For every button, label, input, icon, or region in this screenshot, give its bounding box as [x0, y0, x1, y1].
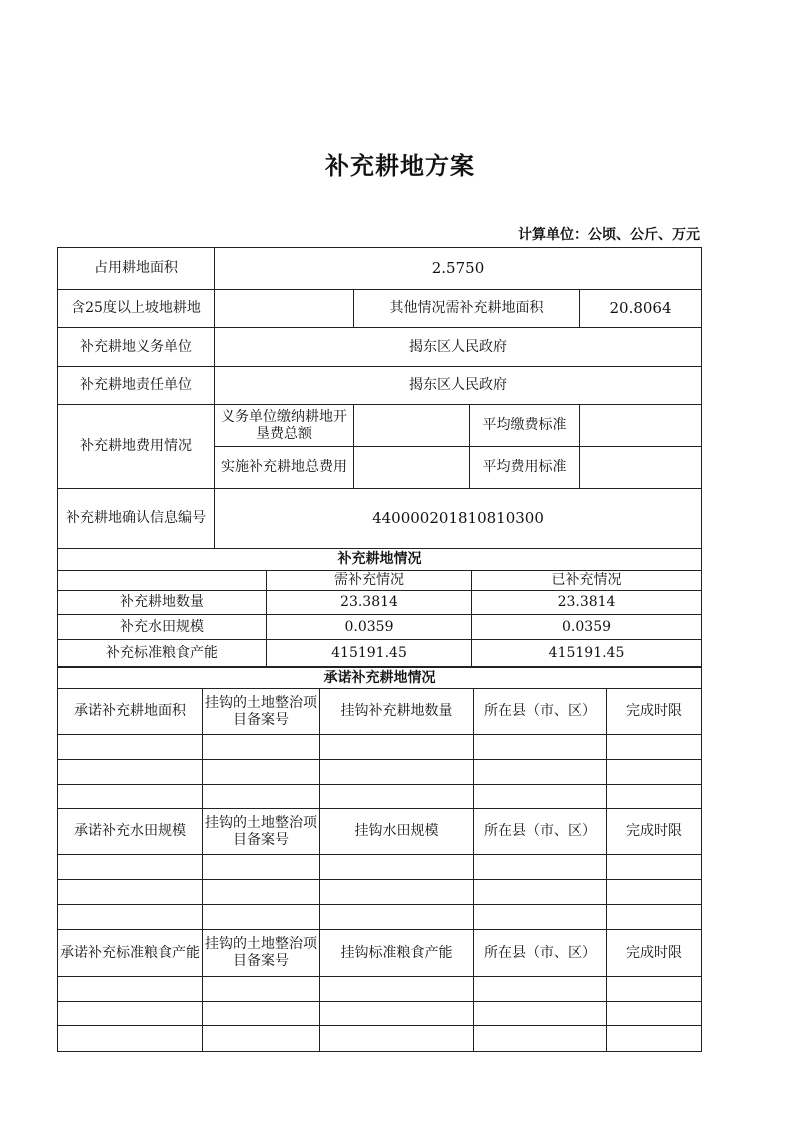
- linked-paddy-header: 挂钩水田规模: [320, 809, 474, 855]
- county-header: 所在县（市、区）: [474, 809, 607, 855]
- needed-value: 0.0359: [267, 615, 472, 640]
- project-number-header: 挂钩的土地整治项目备案号: [203, 809, 320, 855]
- done-value: 0.0359: [472, 615, 702, 640]
- slope-land-value: [215, 290, 354, 328]
- linked-amount-header: 挂钩补充耕地数量: [320, 689, 474, 735]
- supplement-heading: 补充耕地情况: [58, 549, 702, 571]
- impl-cost-value: [354, 447, 470, 489]
- table-row: [58, 855, 702, 880]
- commitment-heading: 承诺补充耕地情况: [58, 668, 702, 689]
- project-number-header: 挂钩的土地整治项目备案号: [203, 689, 320, 735]
- paid-total-label: 义务单位缴纳耕地开垦费总额: [215, 405, 354, 447]
- other-area-label: 其他情况需补充耕地面积: [354, 290, 580, 328]
- avg-paid-value: [580, 405, 702, 447]
- table-row: [58, 1002, 702, 1026]
- obligation-unit-label: 补充耕地义务单位: [58, 328, 215, 367]
- table-row: [58, 760, 702, 785]
- occupied-area-label: 占用耕地面积: [58, 248, 215, 290]
- col-needed: 需补充情况: [267, 571, 472, 591]
- linked-grain-header: 挂钩标准粮食产能: [320, 930, 474, 977]
- commitment-header-row: [58, 930, 702, 977]
- supplement-header-blank: [58, 571, 267, 591]
- table-row: [58, 640, 702, 667]
- commitment-header-row: [58, 689, 702, 735]
- commit-grain-header: 承诺补充标准粮食产能: [58, 930, 203, 977]
- cost-label: 补充耕地费用情况: [58, 405, 215, 489]
- avg-cost-label: 平均费用标准: [470, 447, 580, 489]
- table-row: [58, 1026, 702, 1052]
- county-header: 所在县（市、区）: [474, 689, 607, 735]
- occupied-area-value: 2.5750: [215, 248, 702, 290]
- table-row: [58, 977, 702, 1002]
- avg-cost-value: [580, 447, 702, 489]
- other-area-value: 20.8064: [580, 290, 702, 328]
- commitment-table: [57, 667, 702, 1052]
- needed-value: 415191.45: [267, 640, 472, 667]
- confirm-number-label: 补充耕地确认信息编号: [58, 489, 215, 549]
- avg-paid-label: 平均缴费标准: [470, 405, 580, 447]
- table-row: [58, 615, 702, 640]
- deadline-header: 完成时限: [607, 930, 702, 977]
- responsible-unit-label: 补充耕地责任单位: [58, 367, 215, 405]
- commitment-header-row: [58, 809, 702, 855]
- basic-info-table: [57, 247, 702, 549]
- commit-paddy-header: 承诺补充水田规模: [58, 809, 203, 855]
- table-row: [58, 905, 702, 930]
- row-label: 补充标准粮食产能: [58, 640, 267, 667]
- confirm-number-value: 440000201810810300: [215, 489, 702, 549]
- supplement-table: [57, 548, 702, 667]
- done-value: 415191.45: [472, 640, 702, 667]
- row-label: 补充水田规模: [58, 615, 267, 640]
- table-row: [58, 880, 702, 905]
- commit-area-header: 承诺补充耕地面积: [58, 689, 203, 735]
- unit-note: 计算单位：公顷、公斤、万元: [518, 227, 700, 243]
- row-label: 补充耕地数量: [58, 591, 267, 615]
- col-done: 已补充情况: [472, 571, 702, 591]
- table-row: [58, 785, 702, 809]
- table-row: [58, 591, 702, 615]
- needed-value: 23.3814: [267, 591, 472, 615]
- slope-land-label: 含25度以上坡地耕地: [58, 290, 215, 328]
- obligation-unit-value: 揭东区人民政府: [215, 328, 702, 367]
- paid-total-value: [354, 405, 470, 447]
- done-value: 23.3814: [472, 591, 702, 615]
- county-header: 所在县（市、区）: [474, 930, 607, 977]
- table-row: [58, 735, 702, 760]
- deadline-header: 完成时限: [607, 689, 702, 735]
- responsible-unit-value: 揭东区人民政府: [215, 367, 702, 405]
- page-title: 补充耕地方案: [325, 152, 475, 180]
- project-number-header: 挂钩的土地整治项目备案号: [203, 930, 320, 977]
- deadline-header: 完成时限: [607, 809, 702, 855]
- impl-cost-label: 实施补充耕地总费用: [215, 447, 354, 489]
